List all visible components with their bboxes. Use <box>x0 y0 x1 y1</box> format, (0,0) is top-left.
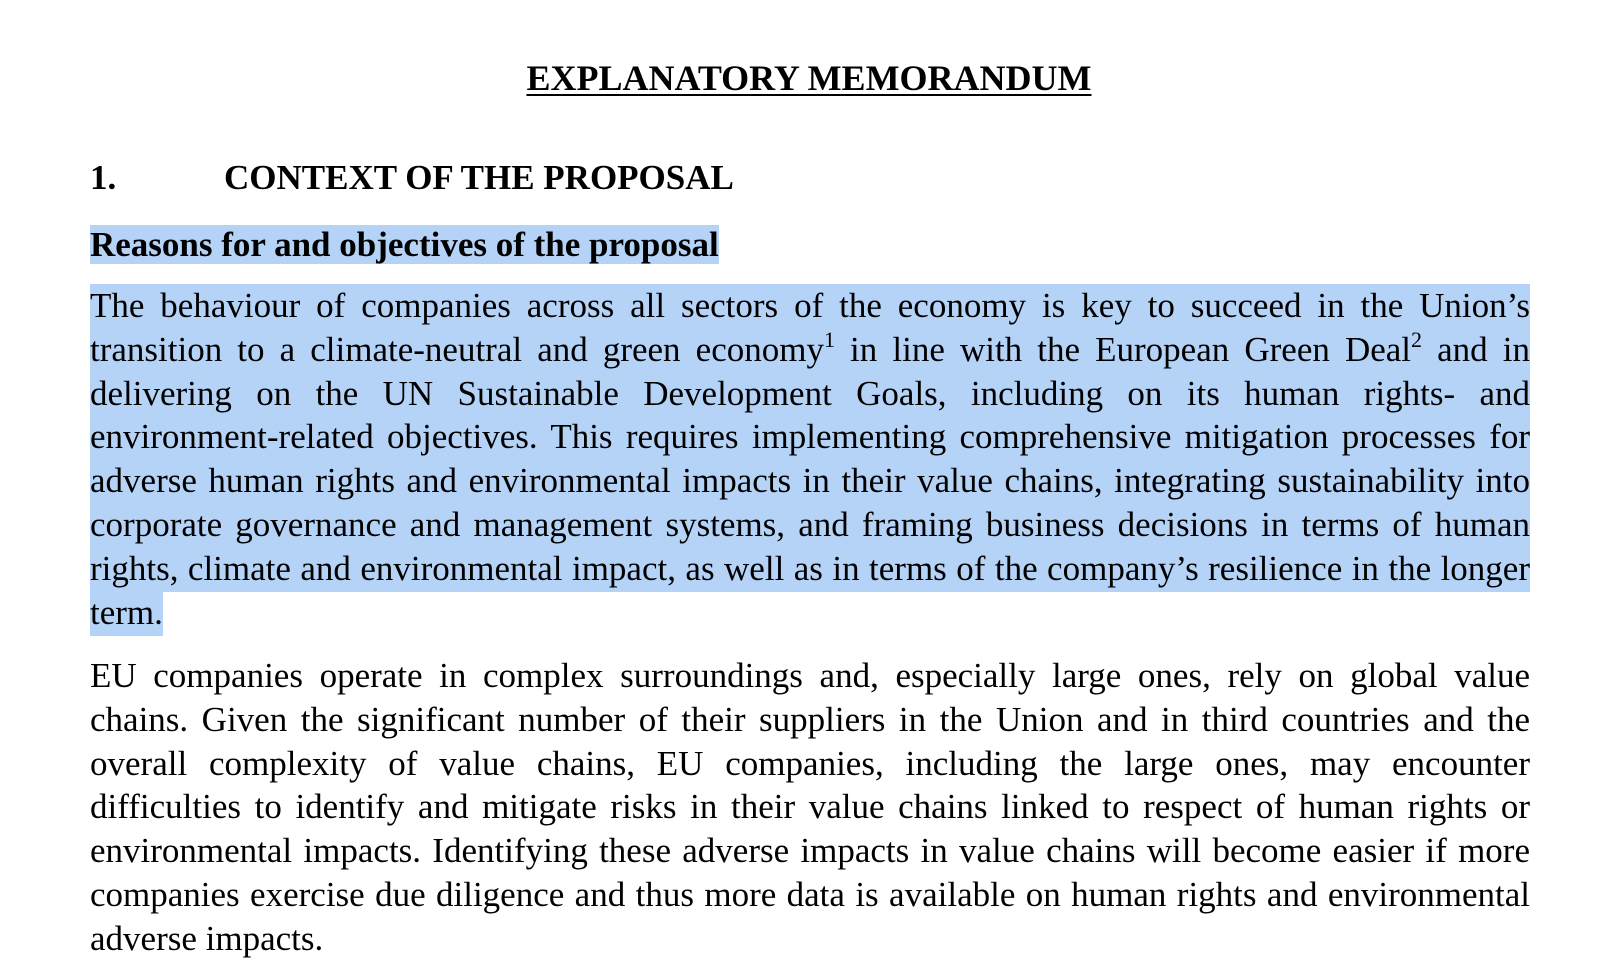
footnote-ref-2[interactable]: 2 <box>1411 326 1423 352</box>
document-title <box>0 54 1618 102</box>
subheading-text[interactable]: Reasons for and objectives of the proposal <box>90 225 719 264</box>
selected-text-highlight[interactable] <box>90 284 1530 636</box>
paragraph-2: EU companies operate in complex surroundings and, especially large ones, rely on global value chains. Given the significant number of their suppliers in the Union and in third countries and the overall complexity of value chains, EU companies, including the large ones, may encounter difficulties to identify and mitigate risks in their value chains linked to respect of human rights or environmental impacts. Identifying these adverse impacts in value chains will become easier if more companies exercise due diligence and thus more data is available on human rights and environmental adverse impacts. <box>90 656 1530 958</box>
section-number: 1. <box>90 158 117 197</box>
subheading[interactable] <box>90 224 719 266</box>
section-heading <box>90 154 734 202</box>
footnote-ref-1[interactable]: 1 <box>823 326 835 352</box>
section-title: CONTEXT OF THE PROPOSAL <box>224 158 734 197</box>
paragraph-1-part-3: and in delivering on the UN Sustainable Development Goals, including on its human rights- and environment-related objectives. This requires implementing comprehensive mitigation processes for adverse human rights and environmental impacts in their value chains, integrating sustainability into corporate governance and management systems, and framing business decisions in terms of human rights, climate and environmental impact, as well as in terms of the company’s resilience in the longer term. <box>90 329 1530 632</box>
paragraph-1-part-2: in line with the European Green Deal <box>834 329 1412 369</box>
paragraph-selected[interactable] <box>90 284 1530 634</box>
document-title-text: EXPLANATORY MEMORANDUM <box>526 58 1092 98</box>
paragraph-1-part-1: The behaviour of companies across all sectors of the economy is key to succeed in the Union’s transition to a climate-neutral and green economy <box>90 286 1530 369</box>
